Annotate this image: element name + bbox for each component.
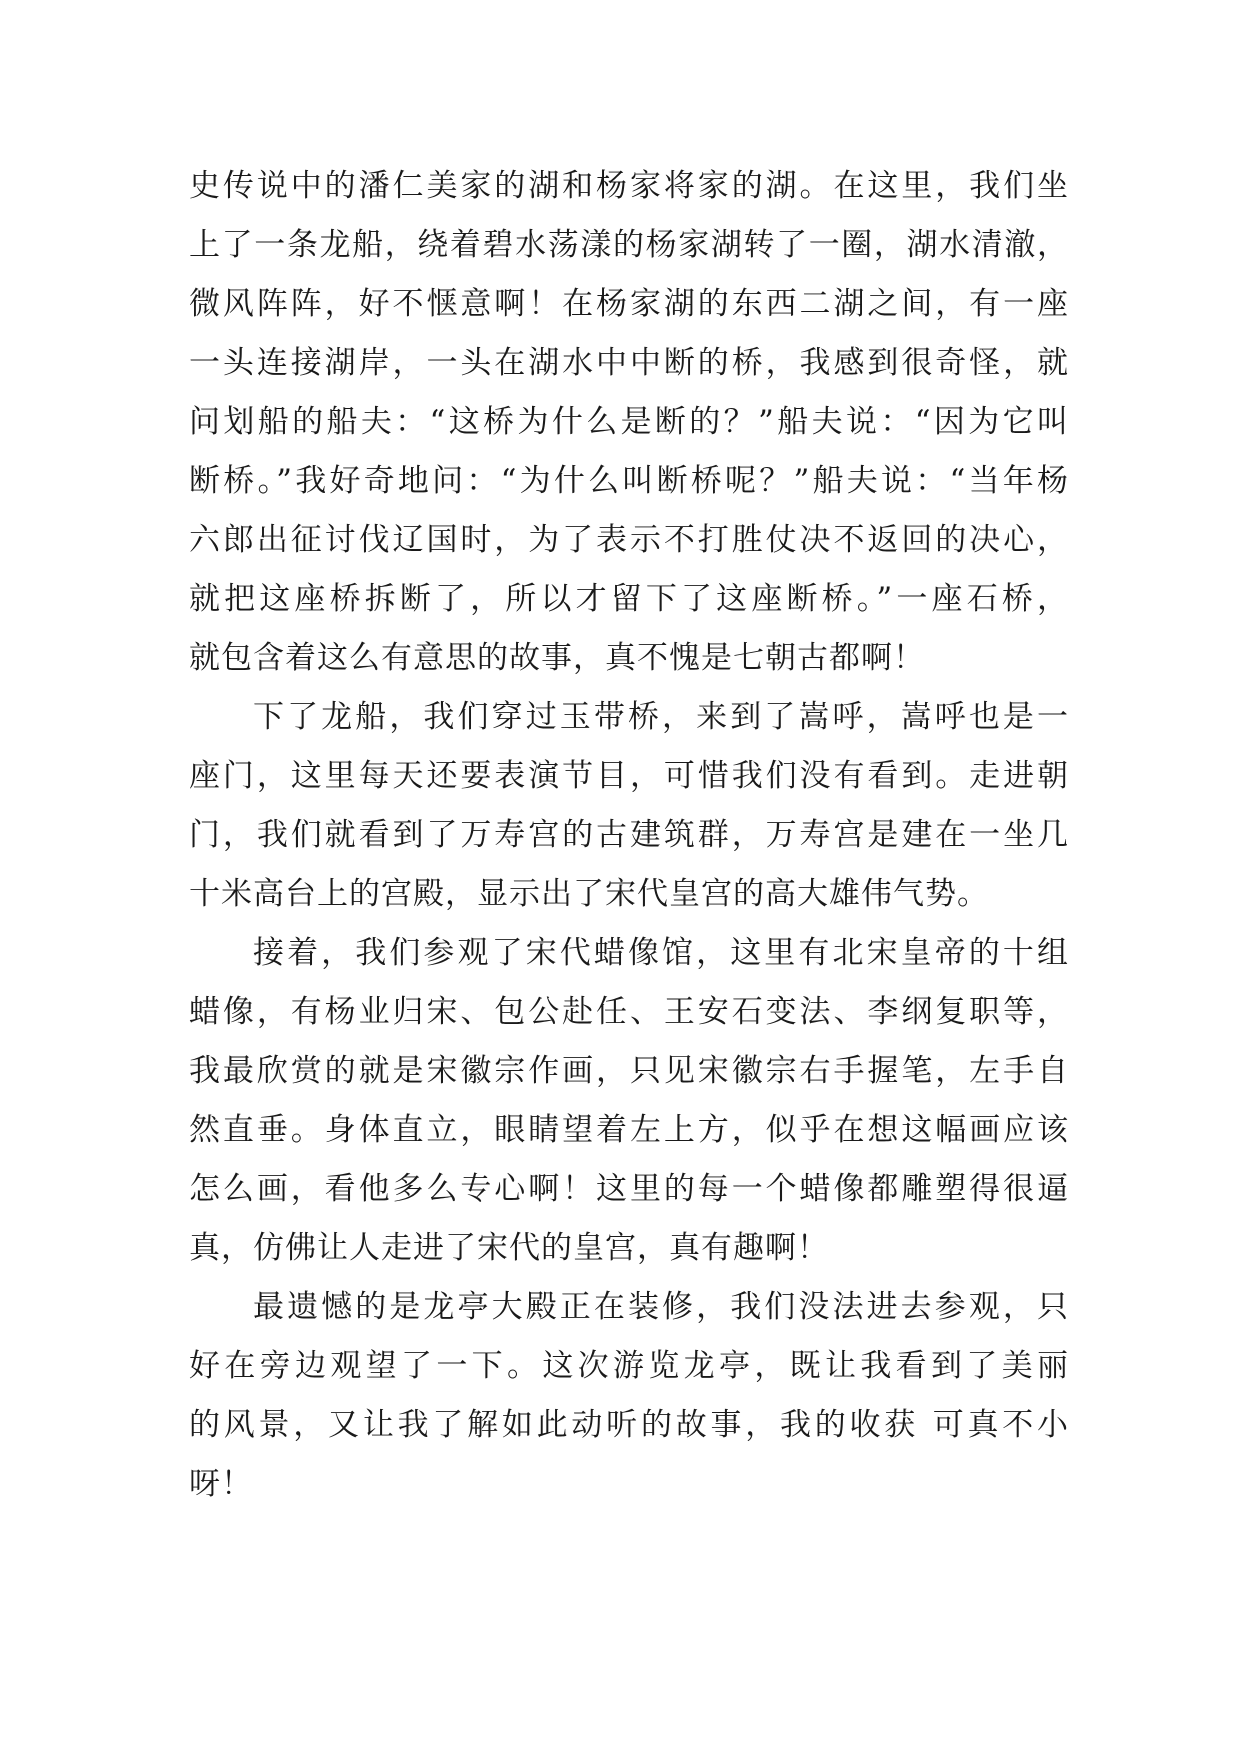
paragraph-end-line: 真，仿佛让人走进了宋代的皇宫，真有趣啊！ (189, 1230, 829, 1266)
paragraph-first-line: 下了龙船，我们穿过玉带桥，来到了嵩呼，嵩呼也是一 (253, 699, 1069, 735)
text-line: 座门，这里每天还要表演节目，可惜我们没有看到。走进朝 (189, 758, 1069, 794)
text-line: 蜡像，有杨业归宋、包公赴任、王安石变法、李纲复职等， (189, 994, 1069, 1030)
text-line: 一头连接湖岸，一头在湖水中中断的桥，我感到很奇怪，就 (189, 345, 1069, 381)
paragraph-first-line: 最遗憾的是龙亭大殿正在装修，我们没法进去参观，只 (253, 1289, 1069, 1325)
text-line: 上了一条龙船，绕着碧水荡漾的杨家湖转了一圈，湖水清澈， (189, 227, 1069, 263)
body-text (189, 157, 1069, 1514)
text-line: 怎么画，看他多么专心啊！这里的每一个蜡像都雕塑得很逼 (189, 1171, 1069, 1207)
text-line: 史传说中的潘仁美家的湖和杨家将家的湖。在这里，我们坐 (189, 168, 1069, 204)
text-line: 六郎出征讨伐辽国时，为了表示不打胜仗决不返回的决心， (189, 522, 1069, 558)
text-line: 我最欣赏的就是宋徽宗作画，只见宋徽宗右手握笔，左手自 (189, 1053, 1069, 1089)
paragraph-end-line: 呀！ (189, 1466, 253, 1502)
text-line: 好在旁边观望了一下。这次游览龙亭，既让我看到了美丽 (189, 1348, 1069, 1384)
text-line: 门，我们就看到了万寿宫的古建筑群，万寿宫是建在一坐几 (189, 817, 1069, 853)
text-line: 问划船的船夫：“这桥为什么是断的？”船夫说：“因为它叫 (189, 404, 1069, 440)
text-line: 就把这座桥拆断了，所以才留下了这座断桥。”一座石桥， (189, 581, 1069, 617)
text-line: 断桥。”我好奇地问：“为什么叫断桥呢？”船夫说：“当年杨 (189, 463, 1069, 499)
text-line: 的风景，又让我了解如此动听的故事，我的收获 可真不小 (189, 1407, 1069, 1443)
text-line: 然直垂。身体直立，眼睛望着左上方，似乎在想这幅画应该 (189, 1112, 1069, 1148)
paragraph-first-line: 接着，我们参观了宋代蜡像馆，这里有北宋皇帝的十组 (253, 935, 1069, 971)
paragraph-end-line: 就包含着这么有意思的故事，真不愧是七朝古都啊！ (189, 640, 925, 676)
paragraph-end-line: 十米高台上的宫殿，显示出了宋代皇宫的高大雄伟气势。 (189, 876, 989, 912)
text-line: 微风阵阵，好不惬意啊！在杨家湖的东西二湖之间，有一座 (189, 286, 1069, 322)
